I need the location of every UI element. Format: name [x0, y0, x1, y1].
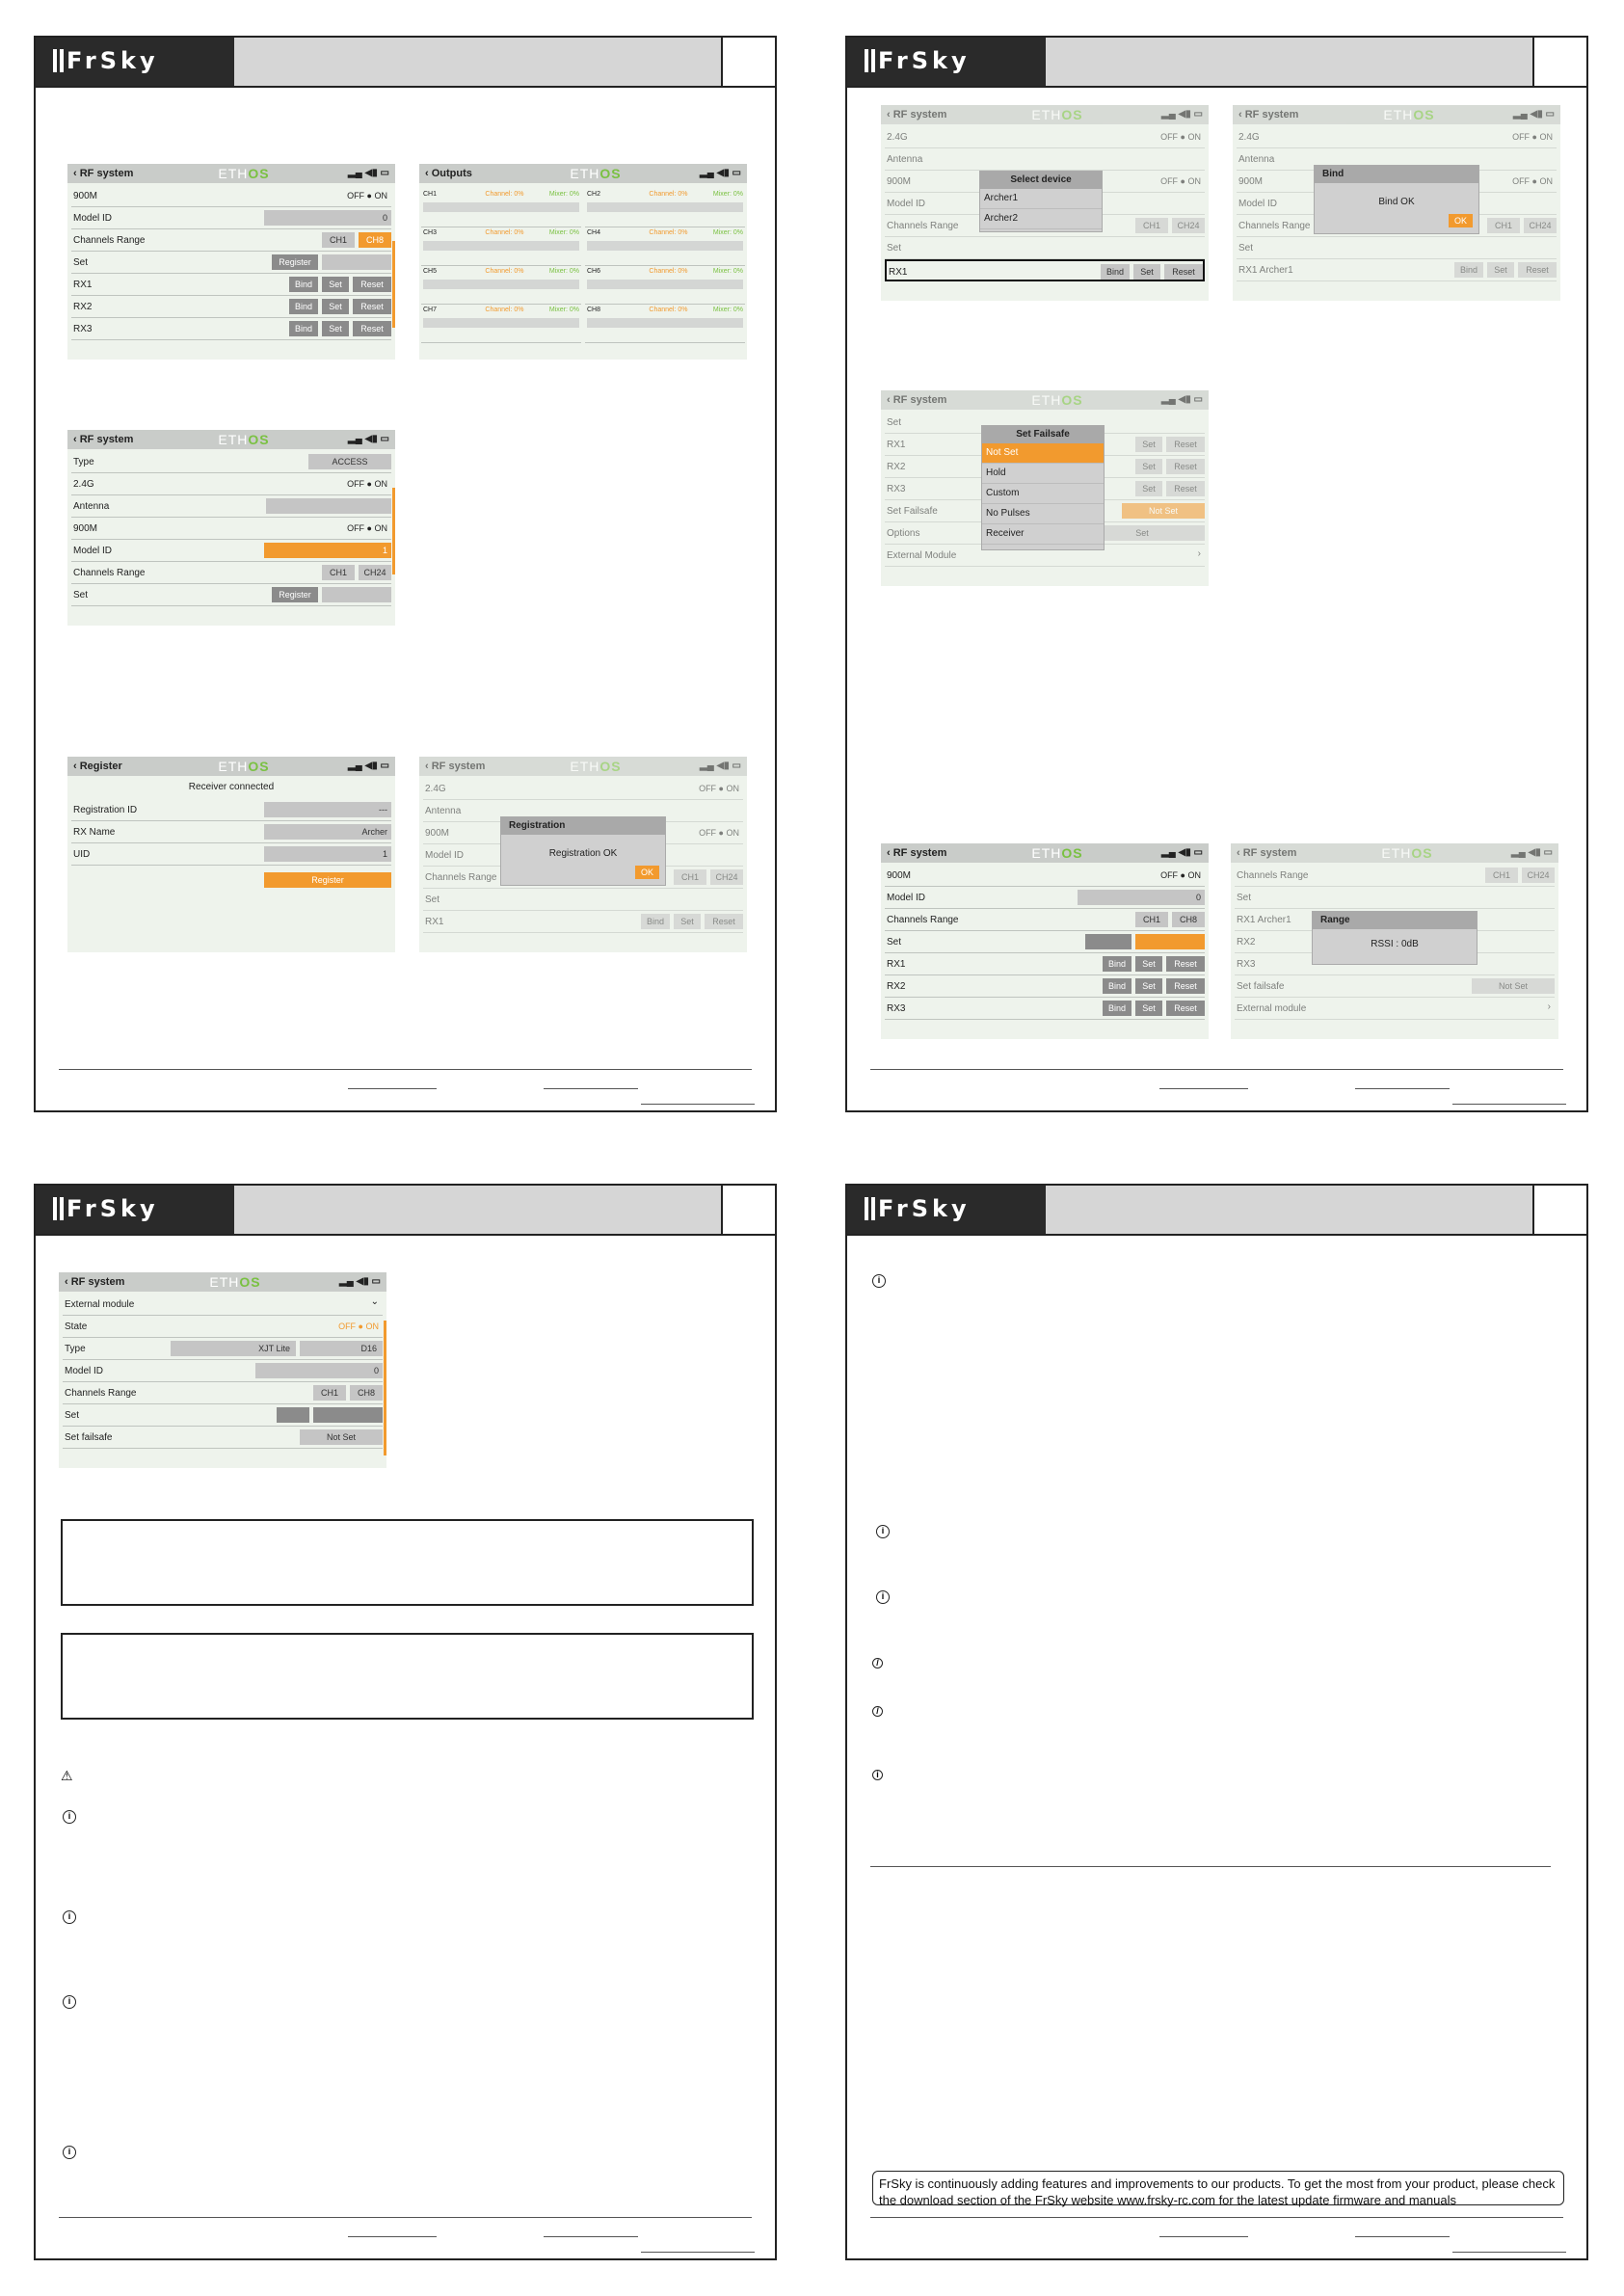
- row-antenna[interactable]: Antenna: [423, 800, 743, 822]
- scrollbar[interactable]: [392, 488, 395, 574]
- update-notice: FrSky is continuously adding features and improvements to our products. To get the most from your product, please check the download section of the FrSky website www.frsky-rc.com for the latest update firmware and manuals: [872, 2171, 1564, 2205]
- row-uid[interactable]: UID 1: [71, 843, 391, 866]
- row-rx1[interactable]: RX1 Bind Set Reset: [423, 911, 743, 933]
- prohibited-icon: /: [872, 1658, 883, 1669]
- screen-title: RF system: [79, 168, 134, 179]
- row-2-4g[interactable]: 2.4G OFF ● ON: [423, 778, 743, 800]
- info-icon: i: [872, 1274, 886, 1288]
- register-screen: ‹ Register ETHOS ▂▄ ◀▮ ▭ Receiver connected Registration ID --- RX Name Archer UID 1 Register: [67, 757, 395, 952]
- manual-page-3: [34, 1184, 777, 2260]
- row-type[interactable]: Type ACCESS: [71, 451, 391, 473]
- output-ch8[interactable]: CH8 Channel: 0% Mixer: 0%: [585, 305, 745, 343]
- antenna-select[interactable]: [266, 498, 391, 514]
- output-ch7[interactable]: CH7 Channel: 0% Mixer: 0%: [421, 305, 581, 343]
- rf-system-screen-range: ‹ RF system ETHOS ▂▄ ◀▮ ▭ 900M OFF ● ON Model ID 0 Channels Range CH1 CH8 Set RX1 Bind Set Reset RX2 Bind Set Reset RX3 Bind Set Reset: [881, 843, 1209, 1039]
- info-icon: i: [63, 2146, 76, 2159]
- manual-page-4: [845, 1184, 1588, 2260]
- registration-dialog: Registration Registration OK OK: [500, 816, 666, 886]
- header-band: [234, 38, 721, 86]
- rf-system-registration-screen: ‹ RF system ETHOS ▂▄ ◀▮ ▭ 2.4G OFF ● ON Antenna 900M OFF ● ON Model ID Channels Range CH1 CH24 Set RX1 Bind Set Reset Registration Registration OK OK: [419, 757, 747, 952]
- note-box-2: [61, 1633, 754, 1720]
- section-divider: [870, 1866, 1551, 1867]
- frsky-logo: FrSky: [847, 1186, 1046, 1234]
- rf-system-select-device-screen: ‹ RF system ETHOS ▂▄ ◀▮ ▭ 2.4G OFF ● ON Antenna 900M OFF ● ON Model ID Channels Range CH1 CH24 Set RX1 Bind Set Reset Select device Archer1 Archer2: [881, 105, 1209, 301]
- row-state[interactable]: State OFF ● ON: [63, 1316, 383, 1338]
- row-2-4g[interactable]: 2.4G OFF ● ON: [71, 473, 391, 495]
- row-set[interactable]: Set Register: [71, 252, 391, 274]
- page-number-box: [721, 38, 775, 86]
- set-failsafe-dialog: Set Failsafe Not Set Hold Custom No Pulses Receiver: [981, 425, 1105, 550]
- row-rx1[interactable]: RX1 Bind Set Reset: [71, 274, 391, 296]
- row-rx2[interactable]: RX2 Bind Set Reset: [71, 296, 391, 318]
- info-icon: i: [63, 1810, 76, 1824]
- device-archer2[interactable]: Archer2: [980, 209, 1102, 229]
- external-module-screen: ‹ RF system ETHOS ▂▄ ◀▮ ▭ External module ⌄ State OFF ● ON Type XJT Lite D16 Model ID 0 Channels Range CH1 CH8 Set Set failsafe Not Set: [59, 1272, 386, 1468]
- row-registration-id[interactable]: Registration ID ---: [71, 799, 391, 821]
- back-chevron-icon[interactable]: ‹: [73, 434, 80, 445]
- frsky-logo: FrSky: [36, 38, 234, 86]
- row-channels-range[interactable]: Channels Range CH1 CH8: [71, 229, 391, 252]
- manual-page-2: [845, 36, 1588, 1112]
- back-chevron-icon[interactable]: ‹: [73, 761, 80, 772]
- output-ch5[interactable]: CH5 Channel: 0% Mixer: 0%: [421, 266, 581, 305]
- frsky-logo: FrSky: [847, 38, 1046, 86]
- row-set[interactable]: Set: [63, 1404, 383, 1427]
- page-header: [36, 38, 775, 88]
- output-ch6[interactable]: CH6 Channel: 0% Mixer: 0%: [585, 266, 745, 305]
- output-ch1[interactable]: CH1 Channel: 0% Mixer: 0%: [421, 189, 581, 227]
- info-icon: i: [876, 1590, 890, 1604]
- row-set[interactable]: Set: [423, 889, 743, 911]
- receiver-status: Receiver connected: [188, 782, 275, 792]
- prohibited-icon: /: [872, 1706, 883, 1717]
- failsafe-not-set[interactable]: Not Set: [982, 443, 1104, 464]
- rf-system-screen-900m: [67, 164, 395, 360]
- failsafe-hold[interactable]: Hold: [982, 464, 1104, 484]
- toggle-switch[interactable]: OFF ● ON: [347, 191, 387, 200]
- type-select[interactable]: ACCESS: [308, 454, 391, 469]
- status-icons: ▂▄ ◀▮ ▭: [348, 168, 389, 178]
- info-icon: i: [63, 1995, 76, 2009]
- rf-system-failsafe-screen: ‹ RF system ETHOS ▂▄ ◀▮ ▭ Set RX1 Set Reset RX2 Set Reset RX3 Set Reset Set Failsafe Not Set Options Set External Module › Set Failsafe Not Set Hold Custom No Pulses Receiver: [881, 390, 1209, 586]
- ok-button[interactable]: OK: [1449, 214, 1473, 227]
- row-channels-range[interactable]: Channels Range CH1 CH8: [63, 1382, 383, 1404]
- row-model-id[interactable]: Model ID 0: [71, 207, 391, 229]
- info-icon: i: [63, 1910, 76, 1924]
- row-set-failsafe[interactable]: Set failsafe Not Set: [63, 1427, 383, 1449]
- state-toggle[interactable]: OFF ● ON: [338, 1322, 379, 1331]
- register-button[interactable]: Register: [264, 872, 391, 888]
- row-channels-range[interactable]: Channels Range CH1 CH24: [423, 867, 743, 889]
- output-ch4[interactable]: CH4 Channel: 0% Mixer: 0%: [585, 227, 745, 266]
- back-chevron-icon[interactable]: ‹: [425, 761, 432, 772]
- rf-system-screen-access: ‹ RF system ETHOS ▂▄ ◀▮ ▭ Type ACCESS 2.4G OFF ● ON Antenna 900M OFF ● ON Model ID 1 Channels Range CH1 CH24 Set Register: [67, 430, 395, 626]
- row-channels-range[interactable]: Channels Range CH1 CH24: [71, 562, 391, 584]
- toggle-switch[interactable]: OFF ● ON: [347, 523, 387, 533]
- output-ch2[interactable]: CH2 Channel: 0% Mixer: 0%: [585, 189, 745, 227]
- ethos-logo: ETHOS: [218, 166, 270, 181]
- warning-icon: ⚠: [61, 1768, 73, 1783]
- failsafe-receiver[interactable]: Receiver: [982, 524, 1104, 545]
- row-rx3[interactable]: RX3 Bind Set Reset: [71, 318, 391, 340]
- output-ch3[interactable]: CH3 Channel: 0% Mixer: 0%: [421, 227, 581, 266]
- range-dialog: Range RSSI : 0dB: [1312, 911, 1478, 965]
- select-device-dialog: Select device Archer1 Archer2: [979, 171, 1103, 232]
- row-rx-name[interactable]: RX Name Archer: [71, 821, 391, 843]
- back-chevron-icon[interactable]: ‹: [425, 168, 432, 179]
- chevron-down-icon: ⌄: [370, 1296, 379, 1307]
- failsafe-no-pulses[interactable]: No Pulses: [982, 504, 1104, 524]
- page-header: [36, 1186, 775, 1236]
- bind-dialog: Bind Bind OK OK: [1314, 165, 1479, 234]
- toggle-switch[interactable]: OFF ● ON: [347, 479, 387, 489]
- info-icon: i: [876, 1525, 890, 1538]
- note-box-1: [61, 1519, 754, 1606]
- rf-system-range-dialog-screen: ‹ RF system ETHOS ▂▄ ◀▮ ▭ Channels Range CH1 CH24 Set RX1 Archer1 RX2 RX3 Set failsafe Not Set External module › Range RSSI : 0dB: [1231, 843, 1558, 1039]
- scrollbar[interactable]: [392, 241, 395, 328]
- device-archer1[interactable]: Archer1: [980, 189, 1102, 209]
- row-antenna[interactable]: Antenna: [71, 495, 391, 518]
- row-900m[interactable]: 900M OFF ● ON: [71, 185, 391, 207]
- row-set[interactable]: Set Register: [71, 584, 391, 606]
- row-rx1-selected[interactable]: RX1 Bind Set Reset: [885, 259, 1205, 281]
- row-external-module[interactable]: External module ⌄: [63, 1294, 383, 1316]
- page-header: [847, 1186, 1586, 1236]
- manual-page-1: [34, 36, 777, 1112]
- row-model-id[interactable]: Model ID 1: [71, 540, 391, 562]
- frsky-logo: FrSky: [36, 1186, 234, 1234]
- failsafe-custom[interactable]: Custom: [982, 484, 1104, 504]
- row-model-id[interactable]: Model ID 0: [63, 1360, 383, 1382]
- row-type[interactable]: Type XJT Lite D16: [63, 1338, 383, 1360]
- outputs-screen: ‹ Outputs ETHOS ▂▄ ◀▮ ▭ CH1 Channel: 0% Mixer: 0% CH2 Channel: 0% Mixer: 0% CH3 Channel: 0% Mixer: 0% CH4 Channel: 0% Mixer: 0% CH5 Channel: 0% Mixer: 0% CH6 Channel: 0% Mixer: 0% CH7 Channel: 0% Mixer: 0% CH8 Channel: 0% Mixer: 0%: [419, 164, 747, 360]
- row-model-id[interactable]: Model ID: [423, 844, 743, 867]
- row-900m[interactable]: 900M OFF ● ON: [423, 822, 743, 844]
- back-chevron-icon[interactable]: ‹: [73, 168, 80, 179]
- info-icon: i: [872, 1770, 883, 1780]
- ok-button[interactable]: OK: [635, 866, 659, 879]
- row-900m[interactable]: 900M OFF ● ON: [71, 518, 391, 540]
- page-header: [847, 38, 1586, 88]
- rf-system-bind-screen: ‹ RF system ETHOS ▂▄ ◀▮ ▭ 2.4G OFF ● ON Antenna 900M OFF ● ON Model ID Channels Range CH1 CH24 Set RX1 Archer1 Bind Set Reset Bind Bind OK OK: [1233, 105, 1560, 301]
